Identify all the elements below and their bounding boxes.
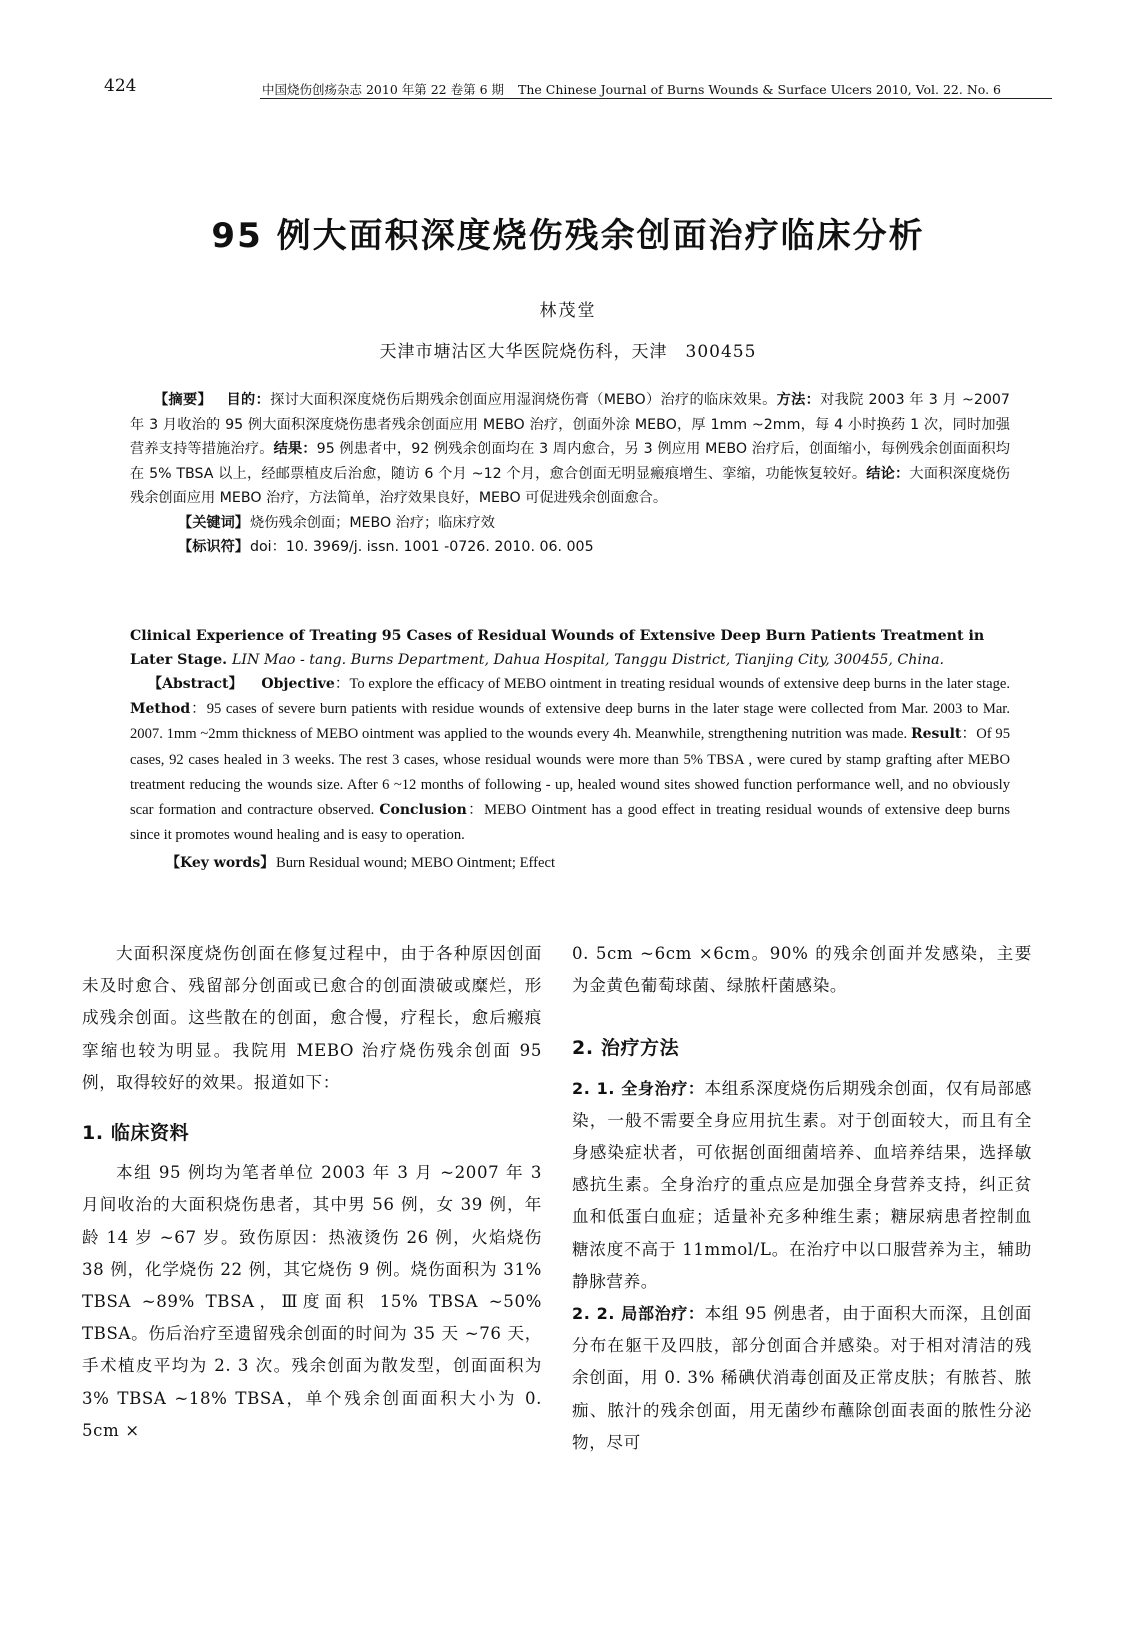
subsection-2-1-text: 本组系深度烧伤后期残余创面，仅有局部感染，一般不需要全身应用抗生素。对于创面较大，而且有全身感染症状者，可依据创面细菌培养、血培养结果，选择敏感抗生素。全身治疗的重点应是加强全身营养支持，纠正贫血和低蛋白血症；适量补充多种维生素；糖尿病患者控制血糖浓度不高于 11mmol/L。在治疗中以口服营养为主，辅助静脉营养。 — [572, 1078, 1032, 1291]
cn-result-text: 95 例患者中，92 例残余创面均在 3 周内愈合，另 3 例应用 MEBO 治疗后，创面缩小，每例残余创面面积均在 5% TBSA 以上，经邮票植皮后治愈，随访 6 个月 ~12 个月，愈合创面无明显瘢痕增生、挛缩，功能恢复较好。 — [130, 441, 1010, 482]
article-author: 林茂堂 — [539, 301, 597, 321]
english-title: Clinical Experience of Treating 95 Cases of Residual Wounds of Extensive Deep Burn Patients Treatment in Later Stage. — [130, 628, 985, 668]
english-abstract — [130, 672, 1010, 877]
section-1-heading: 1. 临床资料 — [82, 1122, 190, 1145]
cn-doi-text: doi：10. 3969/j. issn. 1001 -0726. 2010. 06. 005 — [250, 539, 594, 555]
cn-method-label: 方法： — [776, 392, 821, 408]
en-keywords-row — [130, 851, 1010, 876]
cn-abstract-paragraph — [130, 388, 1010, 511]
en-conclusion-text: ：MEBO Ointment has a good effect in treating residual wounds of extensive deep burns since it promotes wound healing and is easy to operation. — [130, 802, 1010, 844]
en-abstract-paragraph — [130, 672, 1010, 848]
body-left-column — [82, 938, 542, 1447]
cn-method-text: 对我院 2003 年 3 月 ~2007 年 3 月收治的 95 例大面积深度烧伤患者残余创面应用 MEBO 治疗，创面外涂 MEBO，厚 1mm ~2mm，每 4 小时换药 1 次，同时加强营养支持等措施治疗。 — [130, 392, 1010, 457]
cn-doi-label: 【标识符】 — [178, 539, 249, 555]
journal-name-cn: 中国烧伤创疡杂志 2010 年第 22 卷第 6 期 — [262, 82, 505, 97]
cn-abstract-label: 【摘要】 — [154, 392, 213, 408]
cn-objective-text: 探讨大面积深度烧伤后期残余创面应用湿润烧伤膏（MEBO）治疗的临床效果。 — [270, 392, 777, 408]
en-objective-label: Objective — [261, 676, 335, 692]
en-method-text: ：95 cases of severe burn patients with residue wounds of extensive deep burns in the later stage were collected from Mar. 2003 to Mar. 2007. 1mm ~2mm thickness of MEBO ointment was applied to the wounds every 4h. Meanwhile, strengthening nutrition was made. — [130, 701, 1010, 743]
en-conclusion-label: Conclusion — [379, 802, 467, 819]
journal-name-en: The Chinese Journal of Burns Wounds & Surface Ulcers 2010, Vol. 22. No. 6 — [518, 82, 1001, 97]
header-rule — [260, 98, 1052, 99]
subsection-2-1-label: 2. 1. 全身治疗： — [572, 1078, 705, 1098]
cn-conclusion-label: 结论： — [866, 465, 910, 482]
section-1-paragraph: 本组 95 例均为笔者单位 2003 年 3 月 ~2007 年 3 月间收治的大面积烧伤患者，其中男 56 例，女 39 例，年龄 14 岁 ~67 岁。致伤原因：热液烫伤 26 例，火焰烧伤 38 例，化学烧伤 22 例，其它烧伤 9 例。烧伤面积为 31% TBSA ~89% TBSA，Ⅲ度面积 15% TBSA ~50% TBSA。伤后治疗至遗留残余创面的时间为 35 天 ~76 天，手术植皮平均为 2. 3 次。残余创面为散发型，创面面积为 3% TBSA ~18% TBSA，单个残余创面面积大小为 0. 5cm × — [82, 1163, 542, 1440]
en-objective-text: ：To explore the efficacy of MEBO ointment in treating residual wounds of extensive deep burns in the later stage. — [334, 676, 1010, 692]
chinese-abstract — [130, 388, 1010, 560]
cn-keywords-text: 烧伤残余创面；MEBO 治疗；临床疗效 — [250, 514, 495, 531]
subsection-2-1 — [572, 1073, 1032, 1298]
body-right-column — [572, 938, 1032, 1459]
cn-objective-label: 目的： — [226, 392, 271, 408]
en-keywords-label: 【Key words】 — [166, 855, 275, 872]
section-1-continuation: 0. 5cm ~6cm ×6cm。90% 的残余创面并发感染，主要为金黄色葡萄球菌、绿脓杆菌感染。 — [572, 944, 1032, 996]
running-header — [262, 80, 1052, 98]
page-number: 424 — [104, 76, 137, 96]
cn-doi-row — [130, 535, 1010, 560]
subsection-2-2-label: 2. 2. 局部治疗： — [572, 1304, 705, 1324]
article-affiliation: 天津市塘沽区大华医院烧伤科，天津 300455 — [379, 342, 757, 362]
cn-result-label: 结果： — [273, 441, 317, 457]
en-result-text: ：Of 95 cases, 92 cases healed in 3 weeks. The rest 3 cases, whose residual wounds were more than 5% TBSA , were cured by stamp grafting after MEBO treatment reducing the wounds size. After 6 ~12 months of following - up, healed wound sites showed function performance well, and no obviously scar formation and contracture observed. — [130, 726, 1010, 819]
english-title-block — [130, 624, 1010, 672]
article-title: 95 例大面积深度烧伤残余创面治疗临床分析 — [211, 216, 925, 256]
cn-conclusion-text: 大面积深度烧伤残余创面应用 MEBO 治疗，方法简单，治疗效果良好，MEBO 可促进残余创面愈合。 — [130, 465, 1010, 506]
intro-paragraph: 大面积深度烧伤创面在修复过程中，由于各种原因创面未及时愈合、残留部分创面或已愈合的创面溃破或糜烂，形成残余创面。这些散在的创面，愈合慢，疗程长，愈后瘢痕挛缩也较为明显。我院用 MEBO 治疗烧伤残余创面 95 例，取得较好的效果。报道如下： — [82, 944, 542, 1092]
en-result-label: Result — [910, 726, 962, 743]
en-keywords-text: Burn Residual wound; MEBO Ointment; Effect — [276, 855, 556, 872]
subsection-2-2-text: 本组 95 例患者，由于面积大而深，且创面分布在躯干及四肢，部分创面合并感染。对于相对清洁的残余创面，用 0. 3% 稀碘伏消毒创面及正常皮肤；有脓苔、脓痂、脓汁的残余创面，用无菌纱布蘸除创面表面的脓性分泌物，尽可 — [572, 1304, 1032, 1452]
en-abstract-label: 【Abstract】 — [148, 676, 243, 692]
section-2-heading: 2. 治疗方法 — [572, 1037, 680, 1060]
cn-keywords-row — [130, 511, 1010, 536]
cn-keywords-label: 【关键词】 — [178, 514, 249, 531]
en-method-label: Method — [130, 701, 191, 718]
english-author-line: LIN Mao - tang. Burns Department, Dahua Hospital, Tanggu District, Tianjing City, 300455, China. — [232, 652, 945, 668]
subsection-2-2 — [572, 1298, 1032, 1459]
